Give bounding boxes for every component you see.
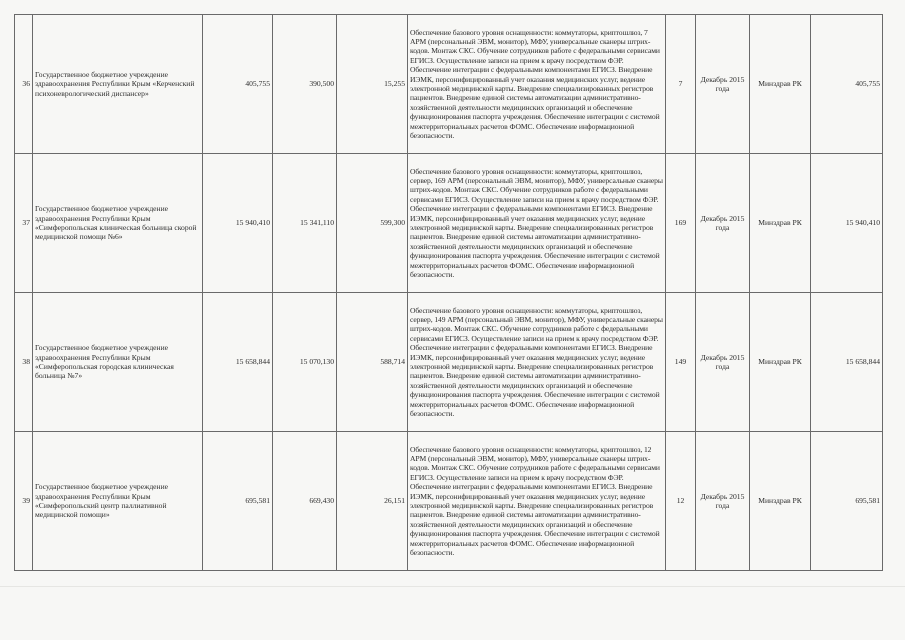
responsible-org: Минздрав РК — [750, 293, 811, 432]
measures-description: Обеспечение базового уровня оснащенности: коммутаторы, криптошлюз, сервер, 149 АРМ (персональный ЭВМ, монитор), МФУ, универсальные сканеры штрих-кодов. Монтаж СКС. Обучение сотрудников работе с федеральными сервисами ЕГИСЗ. Осуществление записи на прием к врачу посредством ФЭР. Обеспечение интеграции с федеральными компонентами ЕГИСЗ. Внедрение ИЭМК, персонифицированный учет оказания медицинских услуг, ведение электронной медицинской карты. Внедрение специализированных регистров пациентов. Внедрение единой системы автоматизации административно-хозяйственной деятельности медицинских организаций и обеспечение функционирования паспорта учреждения. Обеспечение интеграции с системой межтерриториальных расчетов ФОМС. Обеспечение информационной безопасности. — [408, 293, 666, 432]
deadline: Декабрь 2015 года — [696, 293, 750, 432]
workstation-count: 149 — [666, 293, 696, 432]
responsible-org: Минздрав РК — [750, 15, 811, 154]
measures-description: Обеспечение базового уровня оснащенности: коммутаторы, криптошлюз, сервер, 169 АРМ (персональный ЭВМ, монитор), МФУ, универсальные сканеры штрих-кодов. Монтаж СКС. Обучение сотрудников работе с федеральными сервисами ЕГИСЗ. Осуществление записи на прием к врачу посредством ФЭР. Обеспечение интеграции с федеральными компонентами ЕГИСЗ. Внедрение ИЭМК, персонифицированный учет оказания медицинских услуг, ведение электронной медицинской карты. Внедрение специализированных регистров пациентов. Внедрение единой системы автоматизации административно-хозяйственной деятельности медицинских организаций и обеспечение функционирования паспорта учреждения. Обеспечение интеграции с системой межтерриториальных расчетов ФОМС. Обеспечение информационной безопасности. — [408, 154, 666, 293]
amount-part-1: 15 070,130 — [273, 293, 337, 432]
row-number: 38 — [15, 293, 33, 432]
workstation-count: 12 — [666, 432, 696, 571]
institution-name: Государственное бюджетное учреждение здравоохранения Республики Крым «Симферопольская клиническая больница скорой медицинской помощи №6» — [33, 154, 203, 293]
amount-part-2: 26,151 — [337, 432, 408, 571]
deadline: Декабрь 2015 года — [696, 15, 750, 154]
table-row — [15, 293, 883, 432]
institution-name: Государственное бюджетное учреждение здравоохранения Республики Крым «Керченский психоневрологический диспансер» — [33, 15, 203, 154]
row-sum: 405,755 — [811, 15, 883, 154]
institution-name: Государственное бюджетное учреждение здравоохранения Республики Крым «Симферопольский центр паллиативной медицинской помощи» — [33, 432, 203, 571]
total-amount: 695,581 — [203, 432, 273, 571]
institution-name: Государственное бюджетное учреждение здравоохранения Республики Крым «Симферопольская городская клиническая больница №7» — [33, 293, 203, 432]
amount-part-2: 588,714 — [337, 293, 408, 432]
total-amount: 405,755 — [203, 15, 273, 154]
table-row — [15, 432, 883, 571]
responsible-org: Минздрав РК — [750, 432, 811, 571]
row-sum: 15 940,410 — [811, 154, 883, 293]
measures-description: Обеспечение базового уровня оснащенности: коммутаторы, криптошлюз, 7 АРМ (персональный ЭВМ, монитор), МФУ, универсальные сканеры штрих-кодов. Монтаж СКС. Обучение сотрудников работе с федеральными сервисами ЕГИСЗ. Осуществление записи на прием к врачу посредством ФЭР. Обеспечение интеграции с федеральными компонентами ЕГИСЗ. Внедрение ИЭМК, персонифицированный учет оказания медицинских услуг, ведение электронной медицинской карты. Внедрение специализированных регистров пациентов. Внедрение единой системы автоматизации административно-хозяйственной деятельности медицинских организаций и обеспечение функционирования паспорта учреждения. Обеспечение интеграции с системой межтерриториальных расчетов ФОМС. Обеспечение информационной безопасности. — [408, 15, 666, 154]
row-sum: 15 658,844 — [811, 293, 883, 432]
table-row — [15, 15, 883, 154]
measures-table — [14, 14, 883, 571]
amount-part-1: 15 341,110 — [273, 154, 337, 293]
paper-fold-line — [0, 586, 905, 587]
workstation-count: 7 — [666, 15, 696, 154]
total-amount: 15 940,410 — [203, 154, 273, 293]
row-number: 39 — [15, 432, 33, 571]
table-row — [15, 154, 883, 293]
measures-description: Обеспечение базового уровня оснащенности: коммутаторы, криптошлюз, 12 АРМ (персональный ЭВМ, монитор), МФУ, универсальные сканеры штрих-кодов. Монтаж СКС. Обучение сотрудников работе с федеральными сервисами ЕГИСЗ. Осуществление записи на прием к врачу посредством ФЭР. Обеспечение интеграции с федеральными компонентами ЕГИСЗ. Внедрение ИЭМК, персонифицированный учет оказания медицинских услуг, ведение электронной медицинской карты. Внедрение специализированных регистров пациентов. Внедрение единой системы автоматизации административно-хозяйственной деятельности медицинских организаций и обеспечение функционирования паспорта учреждения. Обеспечение интеграции с системой межтерриториальных расчетов ФОМС. Обеспечение информационной безопасности. — [408, 432, 666, 571]
amount-part-2: 15,255 — [337, 15, 408, 154]
row-number: 36 — [15, 15, 33, 154]
deadline: Декабрь 2015 года — [696, 154, 750, 293]
responsible-org: Минздрав РК — [750, 154, 811, 293]
amount-part-2: 599,300 — [337, 154, 408, 293]
amount-part-1: 669,430 — [273, 432, 337, 571]
total-amount: 15 658,844 — [203, 293, 273, 432]
workstation-count: 169 — [666, 154, 696, 293]
amount-part-1: 390,500 — [273, 15, 337, 154]
row-number: 37 — [15, 154, 33, 293]
row-sum: 695,581 — [811, 432, 883, 571]
deadline: Декабрь 2015 года — [696, 432, 750, 571]
